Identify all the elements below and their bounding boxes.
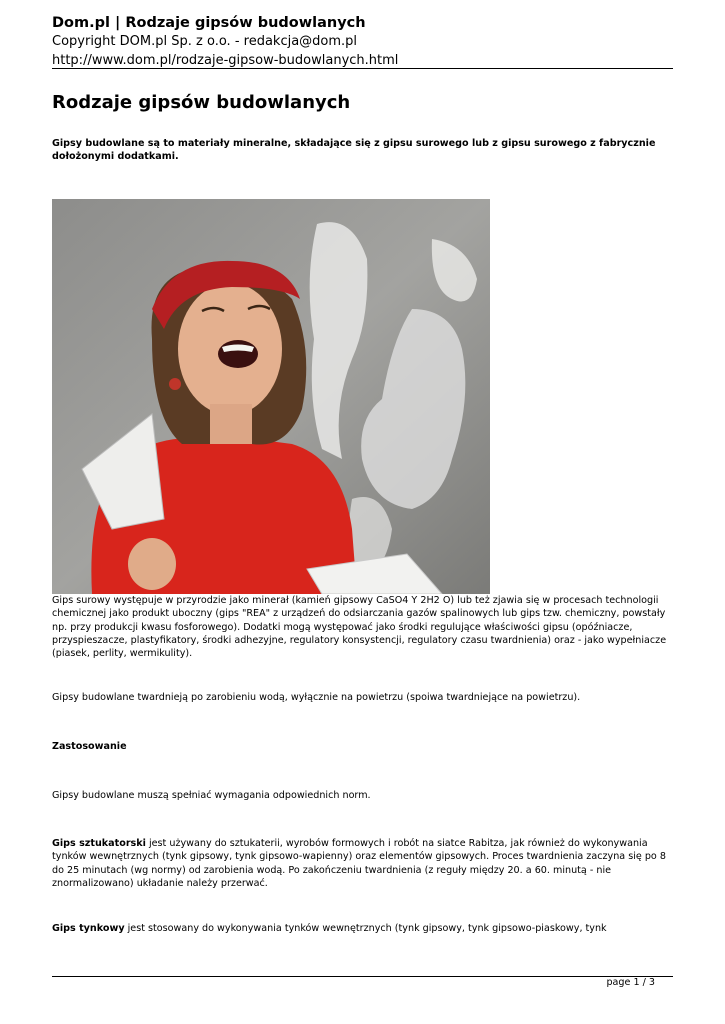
stucco-gypsum-term: Gips sztukatorski: [52, 838, 146, 849]
copyright-line: Copyright DOM.pl Sp. z o.o. - redakcja@dom.pl: [52, 34, 358, 49]
document-header: [52, 14, 673, 70]
paragraph-gypsum-origin: Gips surowy występuje w przyrodzie jako minerał (kamień gipsowy CaSO4 Y 2H2 O) lub też zjawia się w procesach technologii chemicznej jako produkt uboczny (gips "REA" z urządzeń do odsiarczania gazów spalinowych lub gips tzw. chemiczny, powstały np. przy produkcji kwasu fosforowego). Dodatki mogą występować jako środki regulujące właściwości gipsu (opóźniacze, przyspieszacze, plastyfikatory, środki adhezyjne, regulatory konsystencji, regulatory czasu twardnienia) oraz - jako wypełniacze (piasek, perlity, wermikulity).: [52, 595, 667, 660]
paragraph-norms: Gipsy budowlane muszą spełniać wymagania odpowiednich norm.: [52, 790, 371, 801]
footer-divider: [52, 976, 673, 977]
paragraph-plaster-gypsum: [52, 922, 677, 935]
section-heading: Zastosowanie: [52, 741, 127, 752]
page-number: page 1 / 3: [606, 977, 655, 988]
source-url: http://www.dom.pl/rodzaje-gipsow-budowlanych.html: [52, 53, 399, 68]
plaster-gypsum-term: Gips tynkowy: [52, 923, 125, 934]
header-divider: [52, 68, 673, 69]
paragraph-stucco-gypsum: [52, 837, 677, 890]
site-title: Dom.pl | Rodzaje gipsów budowlanych: [52, 15, 366, 31]
article-photo: [52, 199, 490, 594]
stucco-gypsum-text: jest używany do sztukaterii, wyrobów formowych i robót na siatce Rabitza, jak również do wykonywania tynków wewnętrznych (tynk gipsowy, tynk gipsowo-wapienny) oraz elementów gipsowych. Proces twardnienia zaczyna się po 8 do 25 minutach (wg normy) od zarobienia wodą. Po zakończeniu twardnienia (z reguły między 20. a 60. minutą - nie znormalizowano) układanie należy przerwać.: [52, 838, 666, 889]
article-title: Rodzaje gipsów budowlanych: [52, 92, 351, 113]
paragraph-hardening: Gipsy budowlane twardnieją po zarobieniu wodą, wyłącznie na powietrzu (spoiwa twardniejące na powietrzu).: [52, 692, 581, 703]
article-lead: Gipsy budowlane są to materiały mineralne, składające się z gipsu surowego lub z gipsu surowego z fabrycznie dołożonymi dodatkami.: [52, 138, 656, 162]
plaster-gypsum-text: jest stosowany do wykonywania tynków wewnętrznych (tynk gipsowy, tynk gipsowo-piaskowy, tynk: [124, 923, 607, 934]
